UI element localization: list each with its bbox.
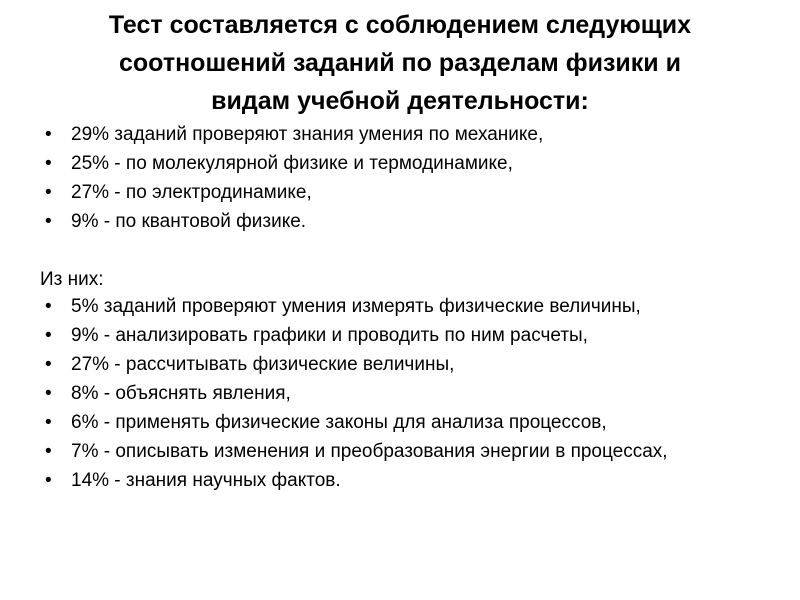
list-item: • 9% - анализировать графики и проводить по ним расчеты, xyxy=(40,323,760,348)
activities-list xyxy=(40,294,760,493)
subheading: Из них: xyxy=(40,269,104,290)
list-item: • 7% - описывать изменения и преобразования энергии в процессах, xyxy=(40,439,760,464)
list-item: • 8% - объяснять явления, xyxy=(40,381,760,406)
spacer xyxy=(40,236,760,265)
list-item: • 27% - рассчитывать физические величины, xyxy=(40,352,760,377)
physics-sections-list xyxy=(40,120,760,236)
list-item: • 5% заданий проверяют умения измерять физические величины, xyxy=(40,294,760,319)
list-item: • 29% заданий проверяют знания умения по механике, xyxy=(40,120,760,149)
list-item: • 14% - знания научных фактов. xyxy=(40,468,760,493)
slide-title: Тест составляется с соблюдением следующих соотношений заданий по разделам физики и видам учебной деятельности: xyxy=(108,11,692,115)
list-item: • 25% - по молекулярной физике и термодинамике, xyxy=(40,149,760,178)
list-item: • 9% - по квантовой физике. xyxy=(40,207,760,236)
list-item: • 6% - применять физические законы для анализа процессов, xyxy=(40,410,760,435)
list-item: • 27% - по электродинамике, xyxy=(40,178,760,207)
